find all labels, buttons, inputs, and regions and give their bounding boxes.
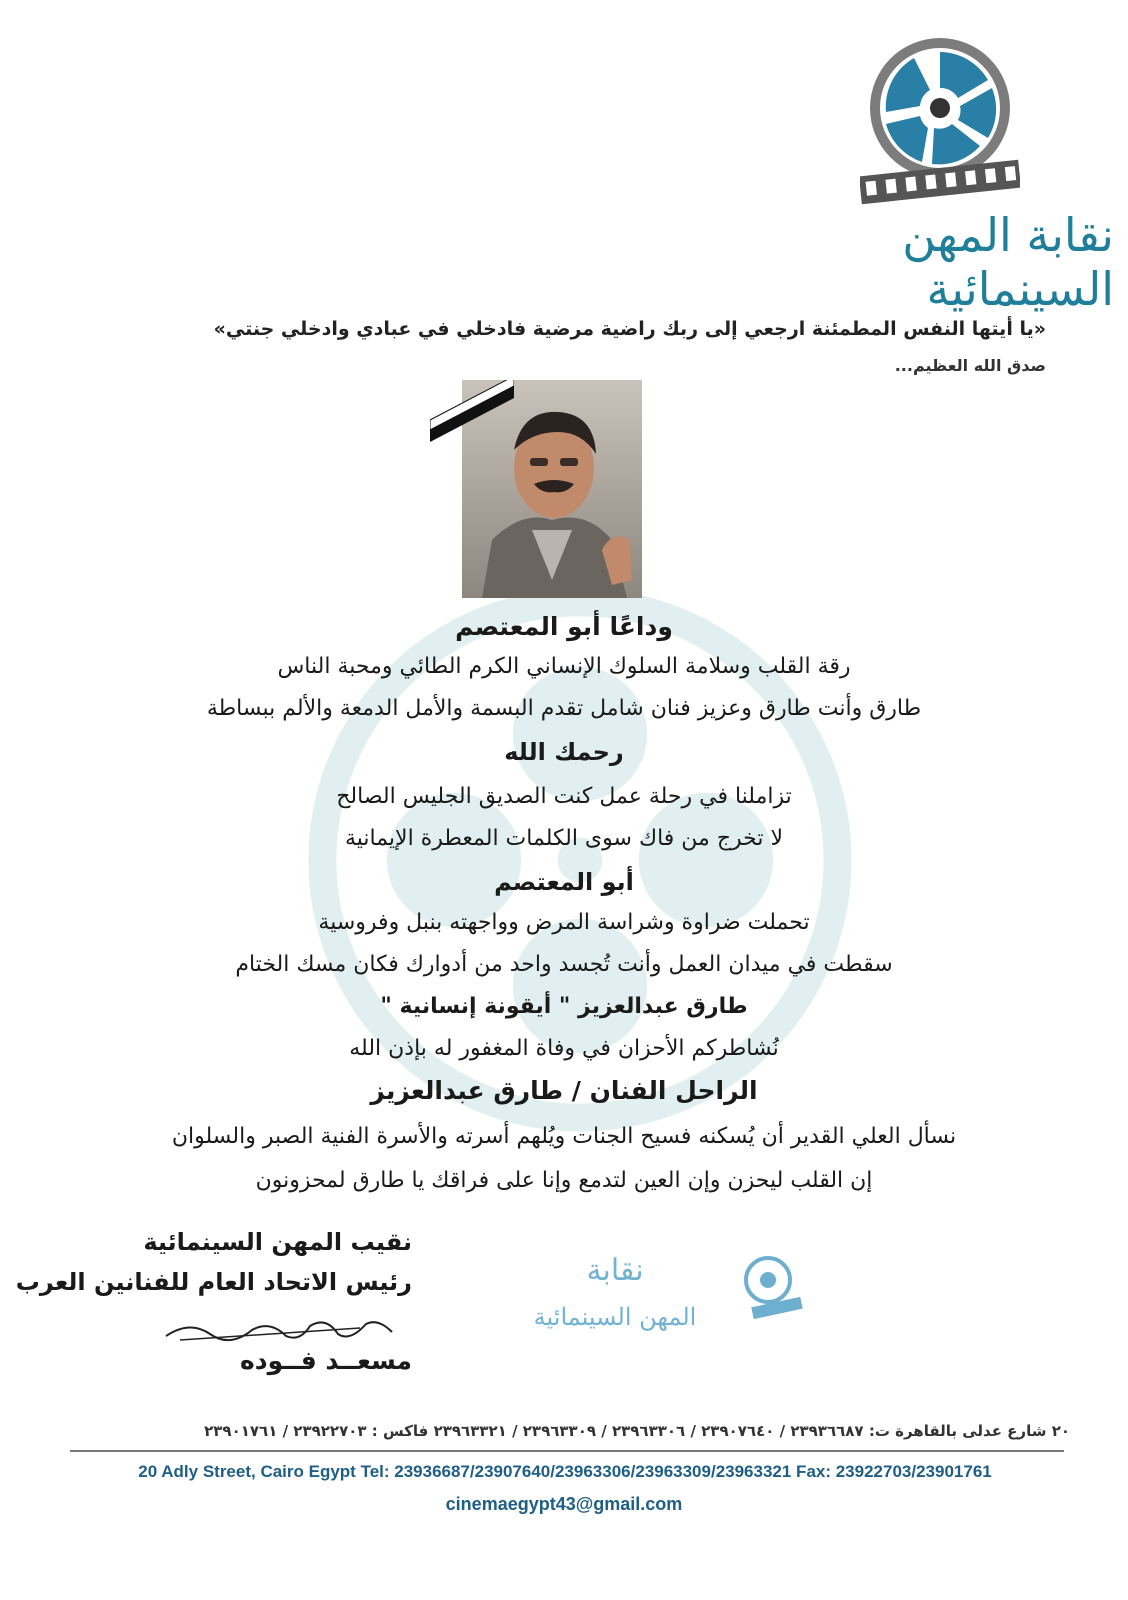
body-line-12: نسأل العلي القدير أن يُسكنه فسيح الجنات ويُلهم أسرته والأسرة الفنية الصبر والسلوان <box>171 1124 957 1149</box>
body-line-5: لا تخرج من فاك سوى الكلمات المعطرة الإيمانية <box>344 826 784 851</box>
quran-verse: «يا أيتها النفس المطمئنة ارجعي إلى ربك راضية مرضية فادخلي في عبادي وادخلي جنتي» <box>213 318 1046 340</box>
footer-divider <box>70 1450 1064 1452</box>
body-line-2: طارق وأنت طارق وعزيز فنان شامل تقدم البسمة والأمل الدمعة والألم ببساطة <box>206 696 922 721</box>
body-line-4: تزاملنا في رحلة عمل كنت الصديق الجليس الصالح <box>336 784 792 809</box>
verse-ending: صدق الله العظيم... <box>894 356 1046 375</box>
org-name-logo: نقابة المهن السينمائية <box>902 208 1114 316</box>
body-line-9: طارق عبدالعزيز " أيقونة إنسانية " <box>380 994 748 1019</box>
body-line-1: رقة القلب وسلامة السلوك الإنساني الكرم الطائي ومحبة الناس <box>277 654 851 679</box>
body-line-3: رحمك الله <box>504 738 624 766</box>
signatory-title-1: نقيب المهن السينمائية <box>143 1228 412 1256</box>
stamp-text <box>520 1248 710 1340</box>
body-line-13: إن القلب ليحزن وإن العين لتدمع وإنا على فراقك يا طارق لمحزونون <box>255 1168 873 1193</box>
body-line-10: نُشاطركم الأحزان في وفاة المغفور له بإذن الله <box>349 1036 779 1061</box>
signatory-name: مسعــد فــوده <box>240 1346 412 1375</box>
footer-address-arabic: ٢٠ شارع عدلى بالقاهرة ت: ٢٣٩٣٦٦٨٧ / ٢٣٩٠٧٦٤٠ / ٢٣٩٦٣٣٠٦ / ٢٣٩٦٣٣٠٩ / ٢٣٩٦٣٣٢١ فاكس : ٢٣٩٢٢٧٠٣ / ٢٣٩٠١٧٦١ <box>204 1422 1070 1440</box>
footer-email: cinemaegypt43@gmail.com <box>445 1494 683 1514</box>
body-line-7: تحملت ضراوة وشراسة المرض وواجهته بنبل وفروسية <box>318 910 810 935</box>
body-line-6: أبو المعتصم <box>494 868 634 896</box>
mourning-ribbon <box>430 380 514 444</box>
farewell-title: وداعًا أبو المعتصم <box>455 612 673 641</box>
body-line-8: سقطت في ميدان العمل وأنت تُجسد واحد من أدوارك فكان مسك الختام <box>235 952 893 977</box>
stamp-line-1: نقابة <box>586 1253 644 1288</box>
footer-address-english: 20 Adly Street, Cairo Egypt Tel: 23936687/23907640/23963306/23963309/23963321 Fax: 23922703/23901761 <box>138 1462 992 1481</box>
stamp-line-2: المهن السينمائية <box>533 1303 697 1331</box>
body-line-11: الراحل الفنان / طارق عبدالعزيز <box>370 1076 758 1105</box>
signatory-title-2: رئيس الاتحاد العام للفنانين العرب <box>15 1268 412 1296</box>
handwritten-signature <box>160 1312 400 1348</box>
film-reel-logo-icon <box>860 28 1020 208</box>
